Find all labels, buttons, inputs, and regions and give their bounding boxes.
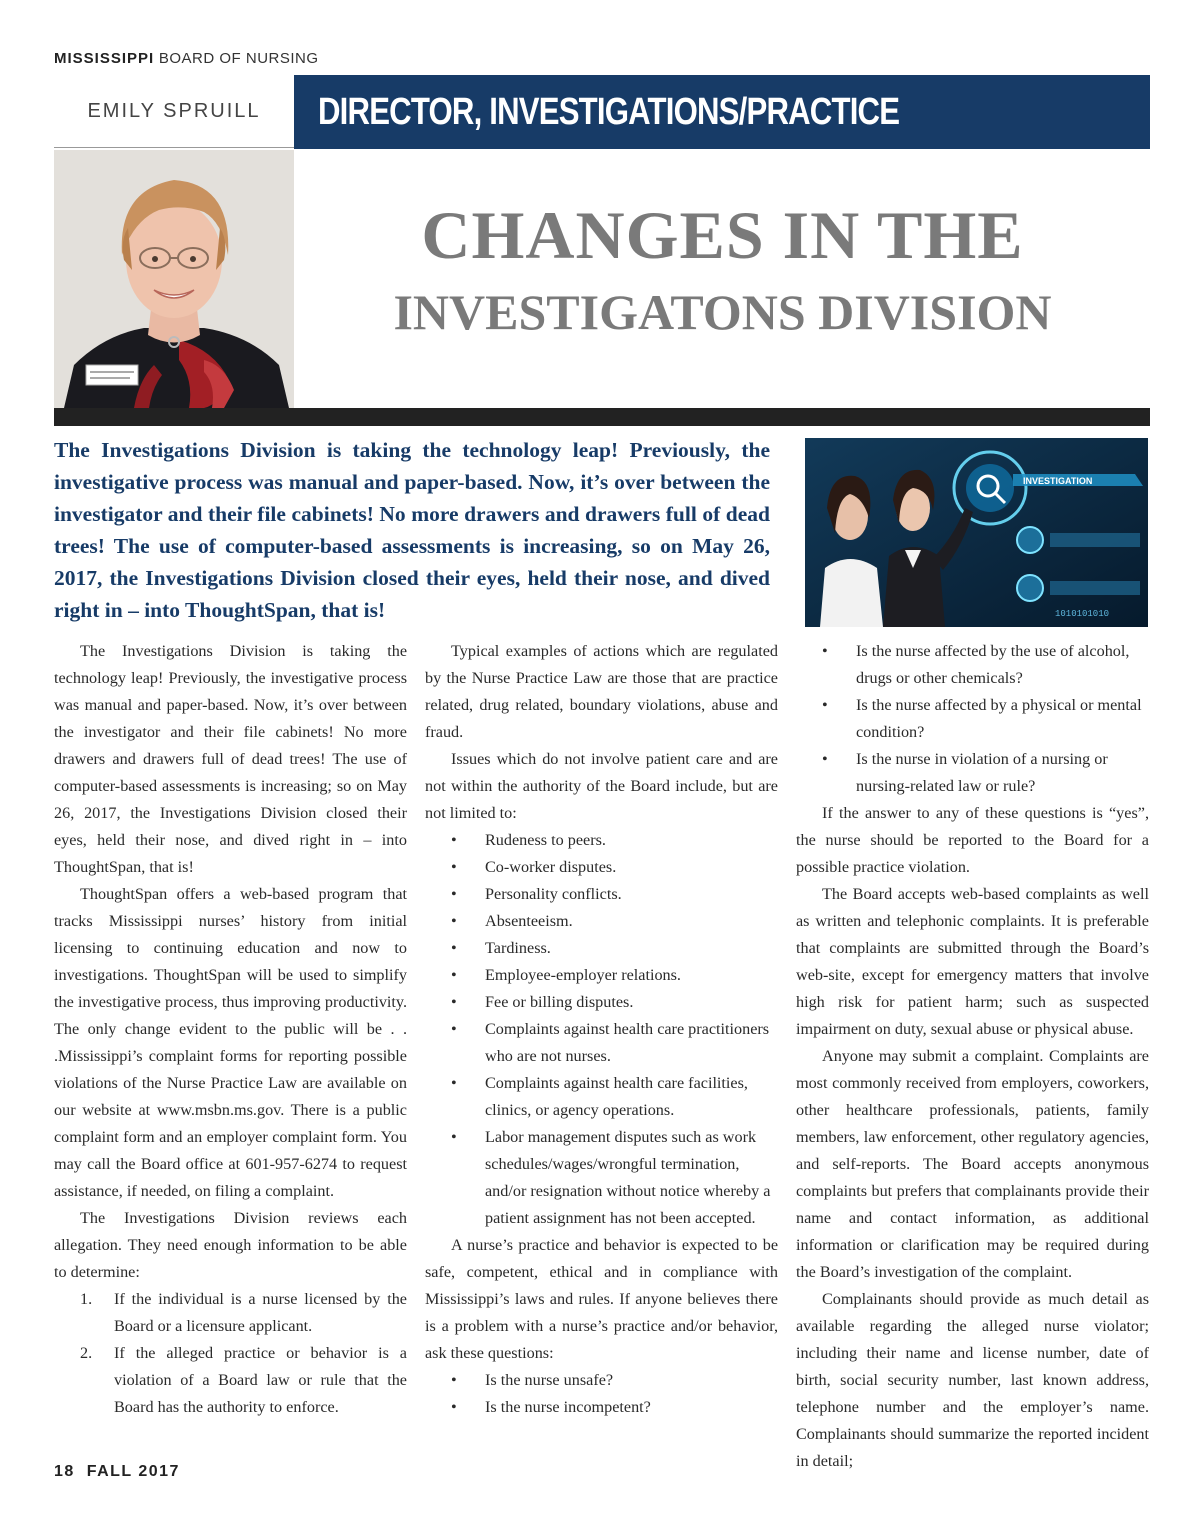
masthead bbox=[54, 50, 319, 67]
list-item: • Fee or billing disputes. bbox=[451, 993, 634, 1011]
list-item: • Is the nurse unsafe? bbox=[451, 1371, 614, 1389]
list-item: • Complaints against health care practitioners who are not nurses. bbox=[451, 1020, 770, 1065]
binary-text: 1010101010 bbox=[1055, 609, 1110, 619]
col2-paragraph-3: A nurse’s practice and behavior is expected to be safe, competent, ethical and in compliance with Mississippi’s laws and rules. If anyone believes there is a problem with a nurse’s practice and/or behavior, ask these questions: bbox=[425, 1236, 778, 1362]
article-column-2 bbox=[425, 638, 778, 1421]
role-title-bar bbox=[294, 75, 1150, 149]
page-number: 18 bbox=[54, 1463, 75, 1480]
col2-paragraph-2: Issues which do not involve patient care and are not within the authority of the Board include, but are not limited to: bbox=[425, 750, 778, 822]
list-item: • Is the nurse incompetent? bbox=[451, 1398, 651, 1416]
col1-paragraph-2: ThoughtSpan offers a web-based program that tracks Mississippi nurses’ history from initial licensing to continuing education and now to investigations. ThoughtSpan will be used to simplify the investigative process, thus improving productivity. The only change evident to the public will be . . .Mississippi’s complaint forms for reporting possible violations of the Nurse Practice Law are available on our website at www.msbn.ms.gov. There is a public complaint form and an employer complaint form. You may call the Board office at 601-957-6274 to request assistance, if needed, on filing a complaint. bbox=[54, 885, 407, 1200]
determination-list bbox=[54, 1286, 407, 1421]
col1-paragraph-3: The Investigations Division reviews each allegation. They need enough information to be able to determine: bbox=[54, 1209, 407, 1281]
list-item: • Rudeness to peers. bbox=[451, 831, 606, 849]
list-item: 2. If the alleged practice or behavior is a violation of a Board law or rule that the Board has the authority to enforce. bbox=[80, 1344, 407, 1416]
headline-line-1: CHANGES IN THE bbox=[421, 197, 1024, 273]
list-item: • Tardiness. bbox=[451, 939, 551, 957]
investigation-illustration bbox=[805, 438, 1148, 627]
investigation-label: INVESTIGATION bbox=[1023, 476, 1093, 486]
list-item: • Co-worker disputes. bbox=[451, 858, 617, 876]
masthead-light: BOARD OF NURSING bbox=[158, 50, 319, 67]
list-item: • Personality conflicts. bbox=[451, 885, 622, 903]
list-item: 1. If the individual is a nurse licensed by the Board or a licensure applicant. bbox=[80, 1290, 407, 1335]
questions-list bbox=[425, 1367, 778, 1421]
list-item: • Absenteeism. bbox=[451, 912, 573, 930]
col3-paragraph-2: The Board accepts web-based complaints as well as written and telephonic complaints. It is preferable that complaints are submitted through the Board’s web-site, except for emergency matters that involve high risk for patient harm; such as suspected impairment on duty, sexual abuse or physical abuse. bbox=[796, 885, 1149, 1038]
issue-label: FALL 2017 bbox=[86, 1463, 180, 1480]
questions-list-continued bbox=[796, 638, 1149, 800]
col1-paragraph-1: The Investigations Division is taking the technology leap! Previously, the investigative process was manual and paper-based. Now, it’s over between the investigator and their file cabinets! No more drawers and drawers full of dead trees! The use of computer-based assessments is increasing; so on May 26, 2017, the Investigations Division closed their eyes, held their nose, and dived right in – into ThoughtSpan, that is! bbox=[54, 642, 407, 876]
author-photo bbox=[54, 150, 294, 408]
list-item: • Is the nurse in violation of a nursing or nursing-related law or rule? bbox=[822, 750, 1108, 795]
list-item: • Is the nurse affected by a physical or mental condition? bbox=[822, 696, 1142, 741]
list-item: • Complaints against health care facilities, clinics, or agency operations. bbox=[451, 1074, 748, 1119]
article-column-3 bbox=[796, 638, 1149, 1475]
article-column-1 bbox=[54, 638, 407, 1421]
col3-paragraph-3: Anyone may submit a complaint. Complaints are most commonly received from employers, coworkers, other healthcare professionals, patients, family members, law enforcement, other regulatory agencies, and self-reports. The Board accepts anonymous complaints but prefers that complainants provide their name and contact information, as additional information or clarification may be required during the Board’s investigation of the complaint. bbox=[796, 1047, 1149, 1281]
col2-paragraph-1: Typical examples of actions which are regulated by the Nurse Practice Law are those that are practice related, drug related, boundary violations, abuse and fraud. bbox=[425, 642, 778, 741]
author-portrait-illustration bbox=[54, 150, 294, 408]
col3-paragraph-1: If the answer to any of these questions is “yes”, the nurse should be reported to the Board for a possible practice violation. bbox=[796, 804, 1149, 876]
header-divider bbox=[54, 408, 1150, 426]
non-board-issues-list bbox=[425, 827, 778, 1232]
list-item: • Labor management disputes such as work schedules/wages/wrongful termination, and/or resignation without notice whereby a patient assignment has not been accepted. bbox=[451, 1128, 771, 1227]
headline-line-2: INVESTIGATONS DIVISION bbox=[393, 284, 1052, 340]
list-item: • Employee-employer relations. bbox=[451, 966, 681, 984]
investigation-image bbox=[805, 438, 1148, 627]
intro-paragraph: The Investigations Division is taking the technology leap! Previously, the investigative process was manual and paper-based. Now, it’s over between the investigator and their file cabinets! No more drawers and drawers full of dead trees! The use of computer-based assessments is increasing, so on May 26, 2017, the Investigations Division closed their eyes, held their nose, and dived right in – into ThoughtSpan, that is! bbox=[54, 438, 770, 622]
page-footer bbox=[54, 1463, 180, 1481]
list-item: • Is the nurse affected by the use of alcohol, drugs or other chemicals? bbox=[822, 642, 1130, 687]
author-name: EMILY SPRUILL bbox=[54, 76, 294, 148]
masthead-bold: MISSISSIPPI bbox=[54, 50, 155, 67]
col3-paragraph-4: Complainants should provide as much detail as available regarding the alleged nurse violator; including their name and license number, date of birth, social security number, last known address, telephone number and the employer’s name. Complainants should summarize the reported incident in detail; bbox=[796, 1290, 1149, 1470]
role-title: DIRECTOR, INVESTIGATIONS/PRACTICE bbox=[318, 90, 900, 133]
